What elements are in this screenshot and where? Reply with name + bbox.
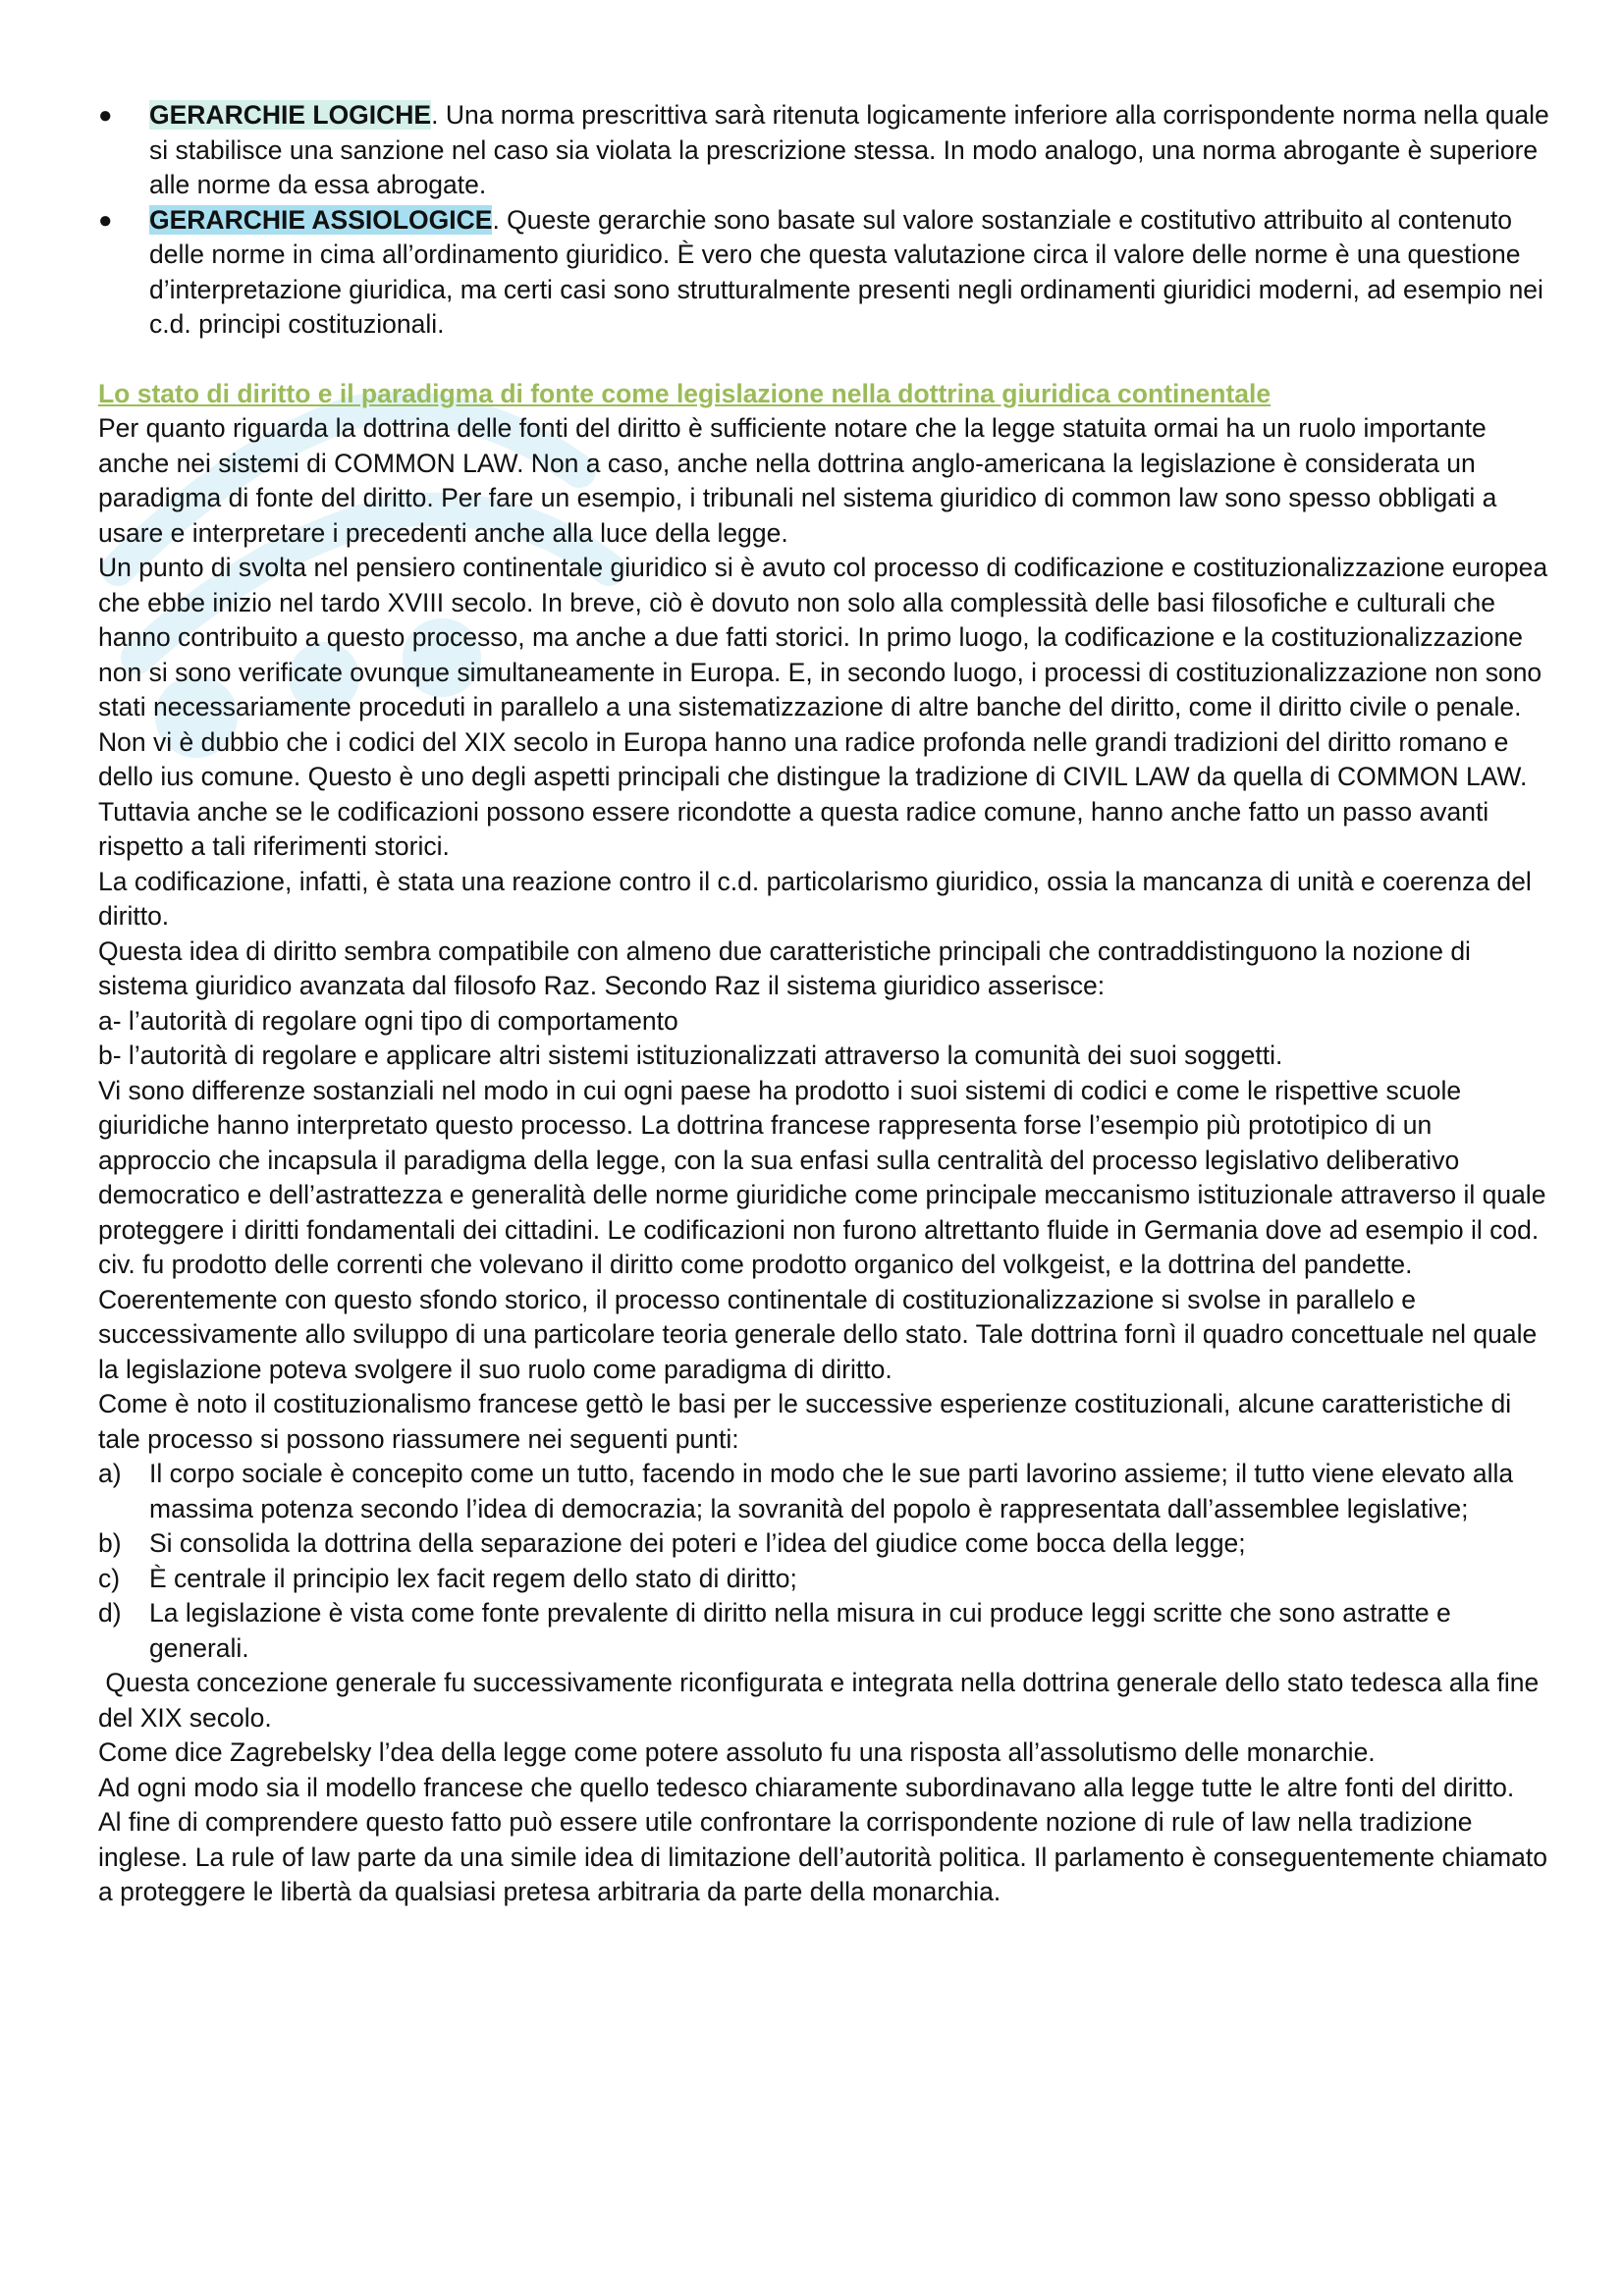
paragraph: Questa idea di diritto sembra compatibile con almeno due caratteristiche principali che contraddistinguono la nozione di sistema giuridico avanzata dal filosofo Raz. Secondo Raz il sistema giuridico asserisce: xyxy=(98,935,1471,1000)
paragraph: Ad ogni modo sia il modello francese che quello tedesco chiaramente subordinavano alla legge tutte le altre fonti del diritto. xyxy=(98,1772,1515,1802)
paragraph: Come dice Zagrebelsky l’dea della legge come potere assoluto fu una risposta all’assolutismo delle monarchie. xyxy=(98,1737,1376,1767)
paragraph: Non vi è dubbio che i codici del XIX secolo in Europa hanno una radice profonda nelle grandi tradizioni del diritto romano e dello ius comune. Questo è uno degli aspetti principali che distingue la tradizione di CIVIL LAW da quella di COMMON LAW. Tuttavia anche se le codificazioni possono essere ricondotte a questa radice comune, hanno anche fatto un passo avanti rispetto a tali riferimenti storici. xyxy=(98,726,1528,861)
list-item-text: Si consolida la dottrina della separazione dei poteri e l’idea del giudice come bocca della legge; xyxy=(149,1528,1246,1558)
section-heading: Lo stato di diritto e il paradigma di fonte come legislazione nella dottrina giuridica continentale xyxy=(98,378,1271,408)
bullet-item-logiche xyxy=(98,98,1551,203)
paragraph: Come è noto il costituzionalismo francese gettò le basi per le successive esperienze costituzionali, alcune caratteristiche di tale processo si possono riassumere nei seguenti punti: xyxy=(98,1389,1512,1454)
bullet-item-assiologiche xyxy=(98,203,1551,343)
list-marker: b) xyxy=(98,1528,122,1558)
bullet-icon: ● xyxy=(98,206,113,234)
list-marker: a) xyxy=(98,1459,122,1488)
bullet-text: . Queste gerarchie sono basate sul valore sostanziale e costitutivo attribuito al contenuto delle norme in cima all’ordinamento giuridico. È vero che questa valutazione circa il valore delle norme è una questione d’interpretazione giuridica, ma certi casi sono strutturalmente presenti negli ordinamenti giuridici moderni, ad esempio nei c.d. principi costituzionali. xyxy=(149,204,1543,339)
list-item xyxy=(98,1596,1551,1666)
list-item-text: È centrale il principio lex facit regem dello stato di diritto; xyxy=(149,1563,797,1593)
paragraph: Al fine di comprendere questo fatto può essere utile confrontare la corrispondente nozione di rule of law nella tradizione inglese. La rule of law parte da una simile idea di limitazione dell’autorità politica. Il parlamento è conseguentemente chiamato a proteggere le libertà da qualsiasi pretesa arbitraria da parte della monarchia. xyxy=(98,1807,1548,1906)
list-item xyxy=(98,1526,1551,1562)
paragraph: a- l’autorità di regolare ogni tipo di comportamento xyxy=(98,1005,678,1036)
paragraph: Vi sono differenze sostanziali nel modo in cui ogni paese ha prodotto i suoi sistemi di codici e come le rispettive scuole giuridiche hanno interpretato questo processo. La dottrina francese rappresenta forse l’esempio più prototipico di un approccio che incapsula il paradigma della legge, con la sua enfasi sulla centralità del processo legislativo deliberativo democratico e dell’astrattezza e generalità delle norme giuridiche come principale meccanismo istituzionale attraverso il quale proteggere i diritti fondamentali dei cittadini. Le codificazioni non furono altrettanto fluide in Germania dove ad esempio il cod. civ. fu prodotto delle correnti che volevano il diritto come prodotto organico del volkgeist, e la dottrina del pandette. xyxy=(98,1075,1546,1279)
bullet-text: . Una norma prescrittiva sarà ritenuta logicamente inferiore alla corrispondente norma nella quale si stabilisce una sanzione nel caso sia violata la prescrizione stessa. In modo analogo, una norma abrogante è superiore alle norme da essa abrogate. xyxy=(149,100,1549,199)
features-list xyxy=(98,1457,1551,1666)
paragraph: Per quanto riguarda la dottrina delle fonti del diritto è sufficiente notare che la legge statuita ormai ha un ruolo importante anche nei sistemi di COMMON LAW. Non a caso, anche nella dottrina anglo-americana la legislazione è considerata un paradigma di fonte del diritto. Per fare un esempio, i tribunali nel sistema giuridico di common law sono spesso obbligati a usare e interpretare i precedenti anche alla luce della legge. xyxy=(98,413,1497,548)
list-item xyxy=(98,1457,1551,1526)
paragraph: Un punto di svolta nel pensiero continentale giuridico si è avuto col processo di codificazione e costituzionalizzazione europea che ebbe inizio nel tardo XVIII secolo. In breve, ciò è dovuto non solo alla complessità delle basi filosofiche e culturali che hanno contribuito a questo processo, ma anche a due fatti storici. In primo luogo, la codificazione e la costituzionalizzazione non si sono verificate ovunque simultaneamente in Europa. E, in secondo luogo, i processi di costituzionalizzazione non sono stati necessariamente proceduti in parallelo a una sistematizzazione di altre banche del diritto, come il diritto civile o penale. xyxy=(98,553,1548,721)
paragraph: Coerentemente con questo sfondo storico, il processo continentale di costituzionalizzazione si svolse in parallelo e successivamente allo sviluppo di una particolare teoria generale dello stato. Tale dottrina fornì il quadro concettuale nel quale la legislazione poteva svolgere il suo ruolo come paradigma di diritto. xyxy=(98,1284,1538,1384)
document-page xyxy=(98,98,1551,1910)
paragraph: Questa concezione generale fu successivamente riconfigurata e integrata nella dottrina generale dello stato tedesca alla fine del XIX secolo. xyxy=(98,1668,1546,1733)
paragraph: La codificazione, infatti, è stata una reazione contro il c.d. particolarismo giuridico, ossia la mancanza di unità e coerenza del diritto. xyxy=(98,866,1532,931)
term-gerarchie-logiche: GERARCHIE LOGICHE xyxy=(149,100,432,130)
term-gerarchie-assiologiche: GERARCHIE ASSIOLOGICE xyxy=(149,204,493,235)
list-item-text: Il corpo sociale è concepito come un tutto, facendo in modo che le sue parti lavorino assieme; il tutto viene elevato alla massima potenza secondo l’idea di democrazia; la sovranità del popolo è rappresentata dall’assemblee legislative; xyxy=(149,1459,1514,1523)
list-item xyxy=(98,1562,1551,1597)
list-marker: c) xyxy=(98,1563,121,1593)
list-marker: d) xyxy=(98,1598,122,1628)
bullet-icon: ● xyxy=(98,102,113,129)
paragraph: b- l’autorità di regolare e applicare altri sistemi istituzionalizzati attraverso la comunità dei suoi soggetti. xyxy=(98,1041,1283,1070)
list-item-text: La legislazione è vista come fonte prevalente di diritto nella misura in cui produce leggi scritte che sono astratte e generali. xyxy=(149,1598,1451,1663)
hierarchy-bullet-list xyxy=(98,98,1551,343)
